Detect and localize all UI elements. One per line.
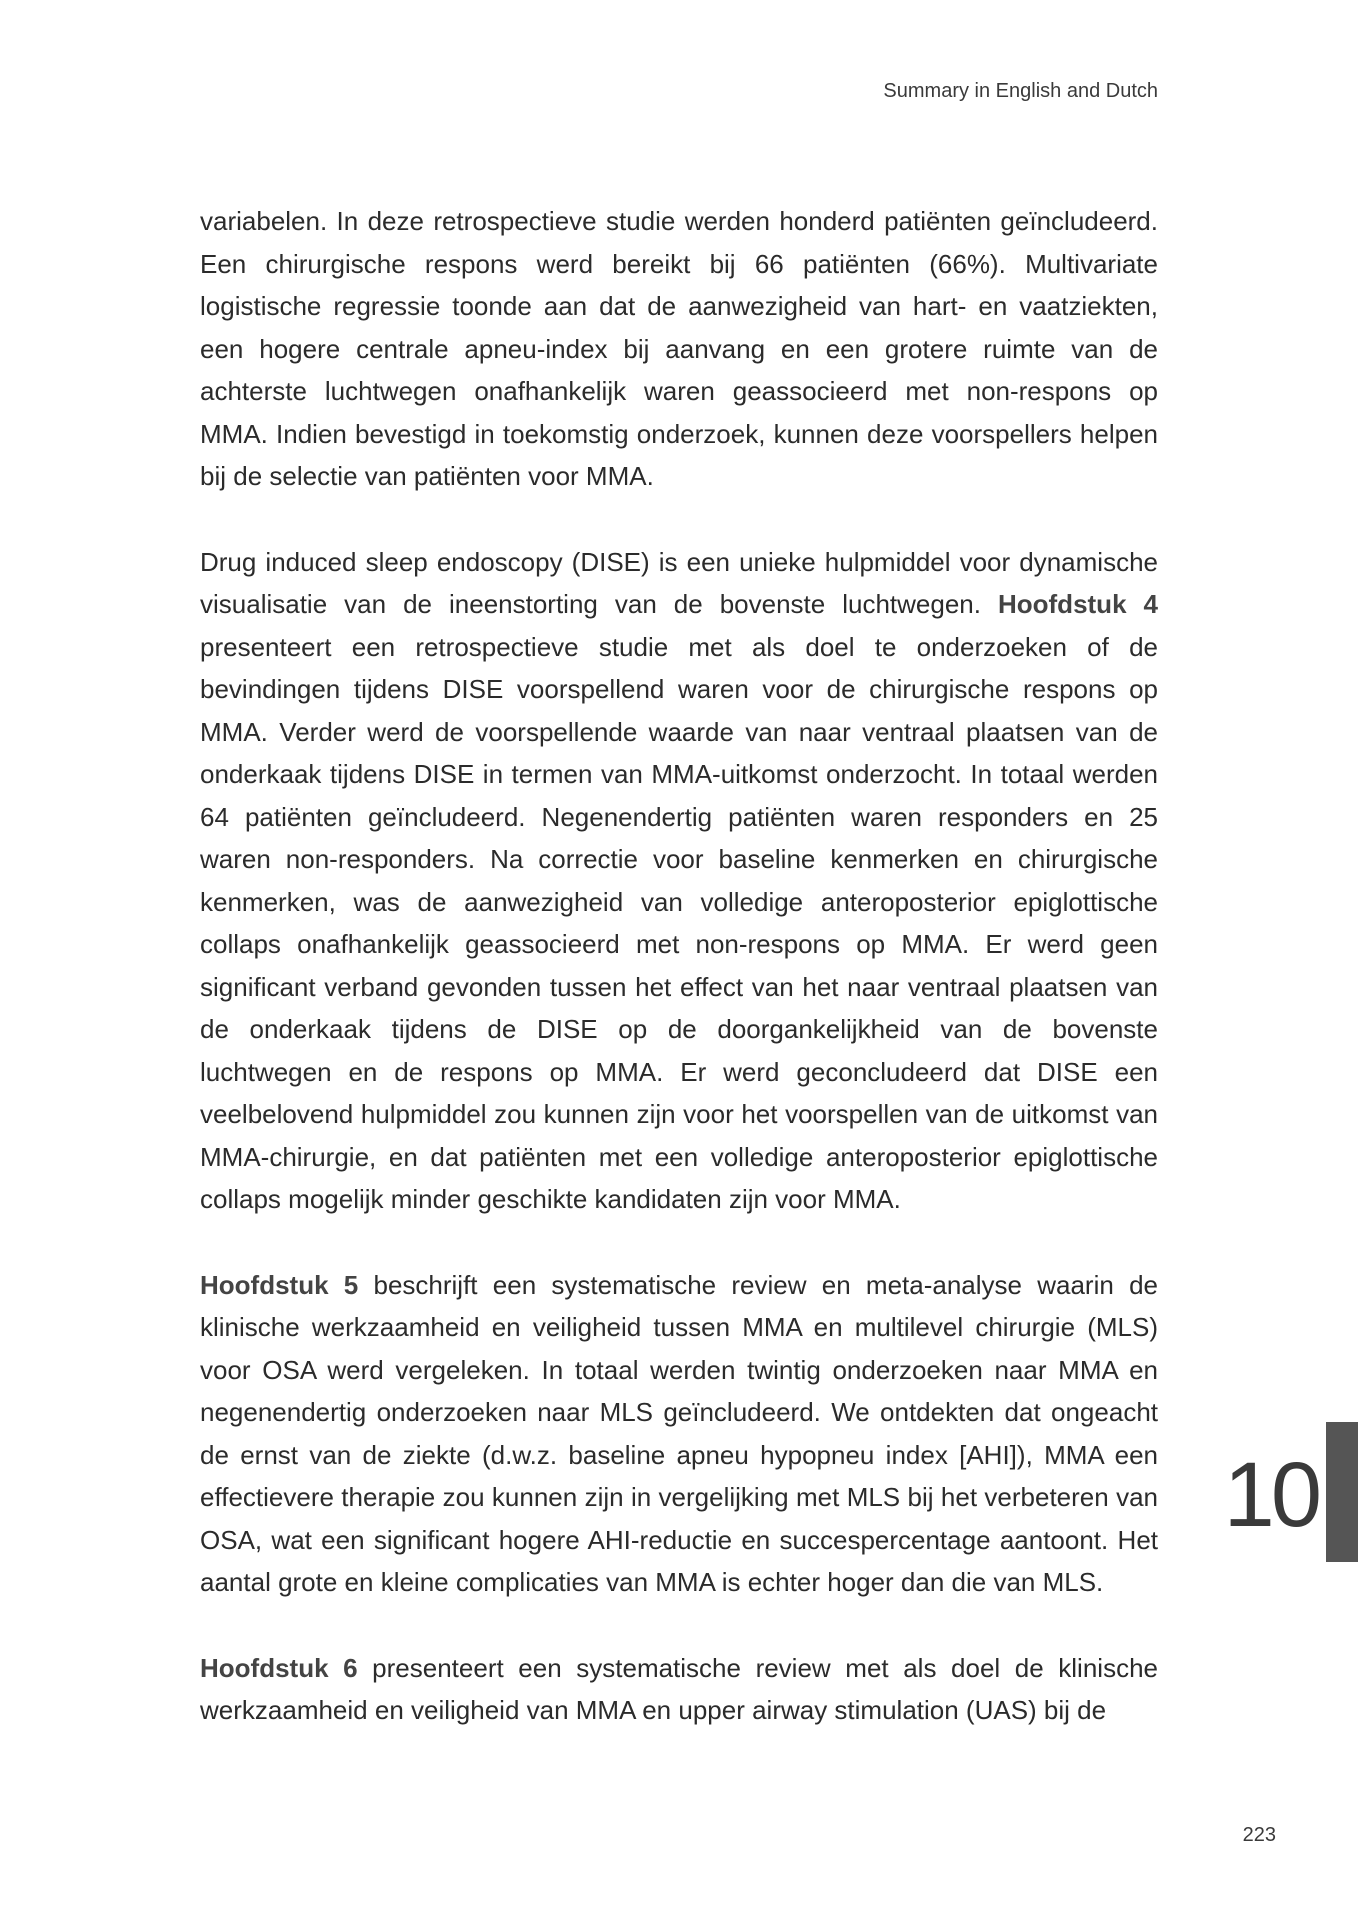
- page-number: 223: [1242, 1824, 1276, 1846]
- chapter-number: 10: [1223, 1444, 1318, 1546]
- chapter-reference: Hoofdstuk 5: [200, 1269, 359, 1300]
- paragraph-4: [200, 1647, 1158, 1732]
- paragraph-2: [200, 541, 1158, 1221]
- chapter-reference: Hoofdstuk 6: [200, 1652, 358, 1683]
- chapter-reference: Hoofdstuk 4: [997, 589, 1158, 619]
- paragraph-text: variabelen. In deze retrospectieve studie werden honderd patiënten geïncludeerd. Een chirurgische respons werd bereikt bij 66 patiënten (66%). Multivariate logistische regressie toonde aan dat de aanwezigheid van hart- en vaatziekten, een hogere centrale apneu-index bij aanvang en een grotere ruimte van de achterste luchtwegen onafhankelijk waren geassocieerd met non-respons op MMA. Indien bevestigd in toekomstig onderzoek, kunnen deze voorspellers helpen bij de selectie van patiënten voor MMA.: [200, 206, 1158, 491]
- running-header: Summary in English and Dutch: [883, 80, 1158, 102]
- paragraph-text: presenteert een systematische review met als doel de klinische werkzaamheid en veiligheid van MMA en upper airway stimulation (UAS) bij de: [200, 1652, 1158, 1725]
- paragraph-text: presenteert een retrospectieve studie met als doel te onderzoeken of de bevindingen tijdens DISE voorspellend waren voor de chirurgische respons op MMA. Verder werd de voorspellende waarde van naar ventraal plaatsen van de onderkaak tijdens DISE in termen van MMA-uitkomst onderzocht. In totaal werden 64 patiënten geïncludeerd. Negenendertig patiënten waren responders en 25 waren non-responders. Na correctie voor baseline kenmerken en chirurgische kenmerken, was de aanwezigheid van volledige anteroposterior epiglottische collaps onafhankelijk geassocieerd met non-respons op MMA. Er werd geen significant verband gevonden tussen het effect van het naar ventraal plaatsen van de onderkaak tijdens de DISE op de doorgankelijkheid van de bovenste luchtwegen en de respons op MMA. Er werd geconcludeerd dat DISE een veelbelovend hulpmiddel zou kunnen zijn voor het voorspellen van de uitkomst van MMA-chirurgie, en dat patiënten met een volledige anteroposterior epiglottische collaps mogelijk minder geschikte kandidaten zijn voor MMA.: [200, 631, 1158, 1214]
- paragraph-3: [200, 1264, 1158, 1604]
- paragraph-text: beschrijft een systematische review en meta-analyse waarin de klinische werkzaamheid en veiligheid tussen MMA en multilevel chirurgie (MLS) voor OSA werd vergeleken. In totaal werden twintig onderzoeken naar MMA en negenendertig onderzoeken naar MLS geïncludeerd. We ontdekten dat ongeacht de ernst van de ziekte (d.w.z. baseline apneu hypopneu index [AHI]), MMA een effectievere therapie zou kunnen zijn in vergelijking met MLS bij het verbeteren van OSA, wat een significant hogere AHI-reductie en succespercentage aantoont. Het aantal grote en kleine complicaties van MMA is echter hoger dan die van MLS.: [200, 1269, 1158, 1597]
- chapter-tab-marker: [1326, 1422, 1358, 1562]
- body-text: [200, 200, 1158, 1775]
- paragraph-1: [200, 200, 1158, 498]
- paragraph-text: Drug induced sleep endoscopy (DISE) is een unieke hulpmiddel voor dynamische visualisatie van de ineenstorting van de bovenste luchtwegen.: [200, 546, 1158, 619]
